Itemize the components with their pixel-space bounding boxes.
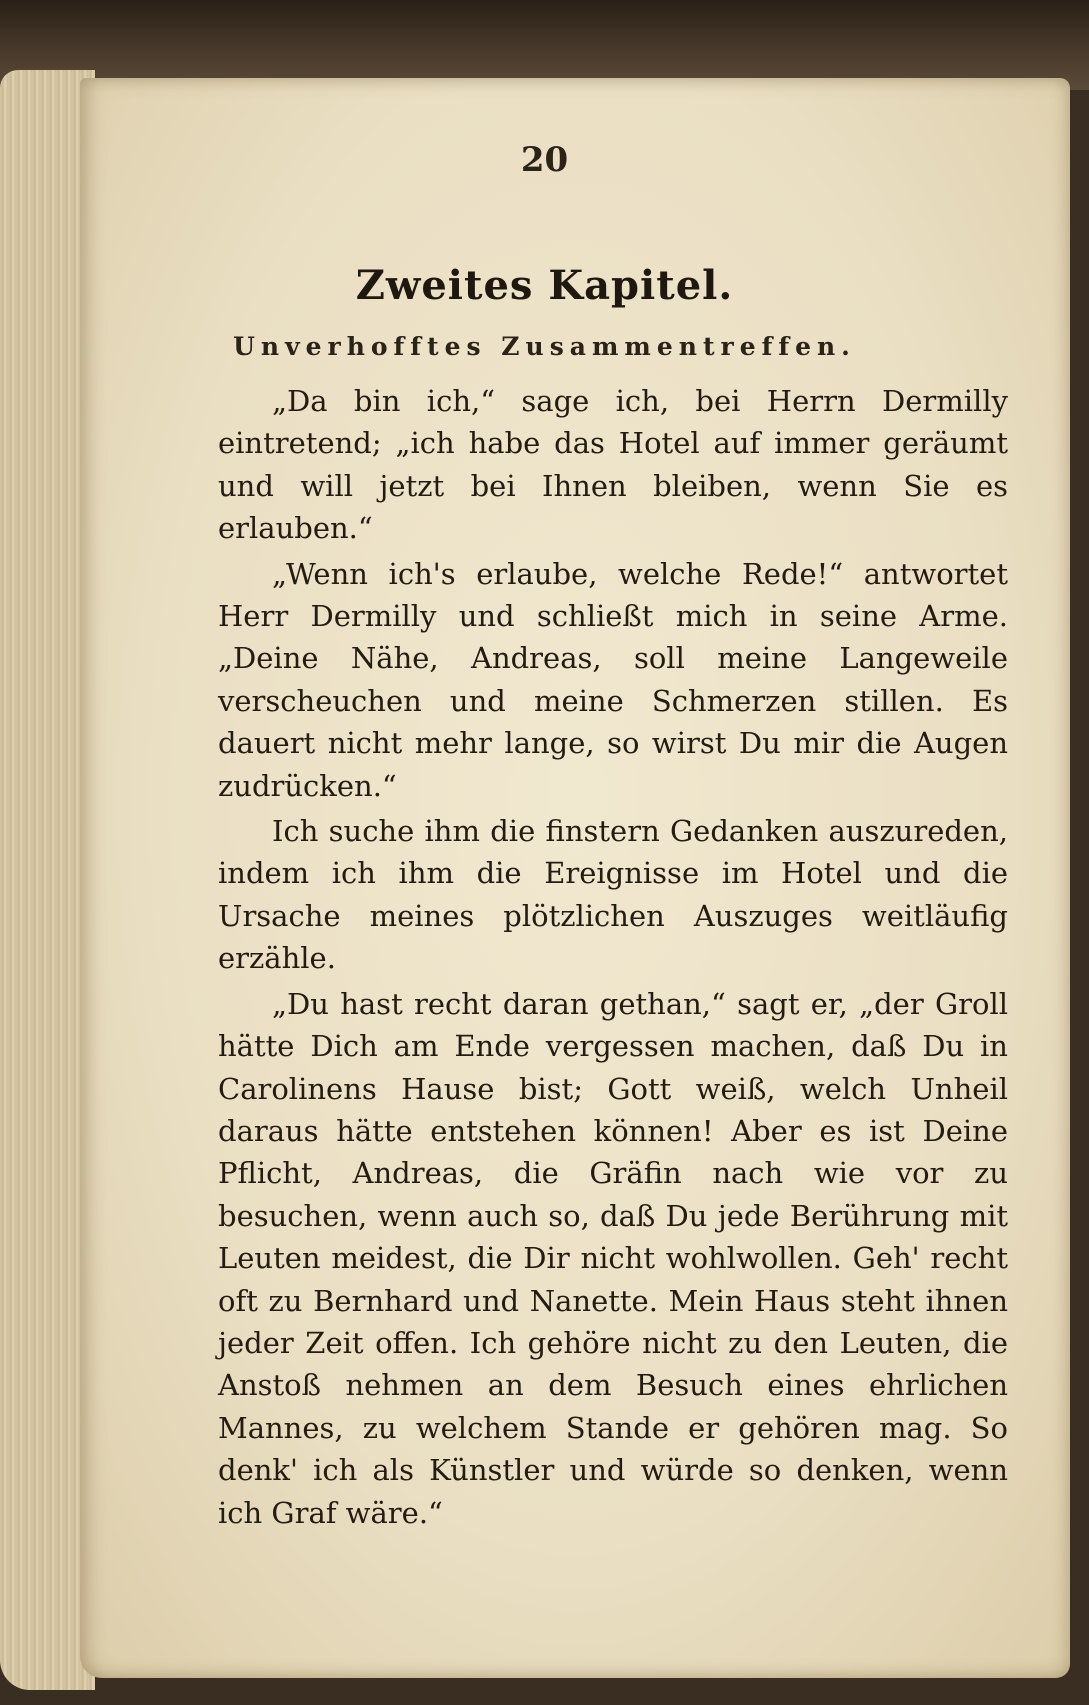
paragraph-4: „Du hast recht daran gethan,“ sagt er, „der Groll hätte Dich am Ende vergessen machen, daß Du in Carolinens Hause bist; Gott weiß, welch Unheil daraus hätte entstehen können! Aber es ist Deine Pflicht, Andreas, die Gräfin nach wie vor zu besuchen, wenn auch so, daß Du jede Berührung mit Leuten meidest, die Dir nicht wohlwollen. Geh' recht oft zu Bernhard und Nanette. Mein Haus steht ihnen jeder Zeit offen. Ich gehöre nicht zu den Leuten, die Anstoß nehmen an dem Besuch eines ehrlichen Mannes, zu welchem Stande er gehören mag. So denk' ich als Künstler und würde so denken, wenn ich Graf wäre.“ [218,986,1008,1530]
paragraph-3: Ich suche ihm die finstern Gedanken auszureden, indem ich ihm die Ereignisse im Hotel und die Ursache meines plötzlichen Auszuges weitläufig erzähle. [218,814,1008,976]
chapter-subtitle: Unverhofftes Zusammentreffen. [233,332,856,361]
body-text [218,380,1008,1537]
paragraph-2: „Wenn ich's erlaube, welche Rede!“ antwortet Herr Dermilly und schließt mich in seine Arme. „Deine Nähe, Andreas, soll meine Langeweile verscheuchen und meine Schmerzen stillen. Es dauert nicht mehr lange, so wirst Du mir die Augen zudrücken.“ [218,556,1008,803]
book-cover-edge [0,0,1089,90]
page-edge-mark [1070,1200,1076,1210]
page-number: 20 [520,140,569,180]
page-edge-mark [1075,440,1081,450]
page-edge-mark [1076,1460,1082,1470]
paragraph-1: „Da bin ich,“ sage ich, bei Herrn Dermilly eintretend; „ich habe das Hotel auf immer geräumt und will jetzt bei Ihnen bleiben, wenn Sie es erlauben.“ [218,384,1008,546]
chapter-title: Zweites Kapitel. [355,262,734,309]
